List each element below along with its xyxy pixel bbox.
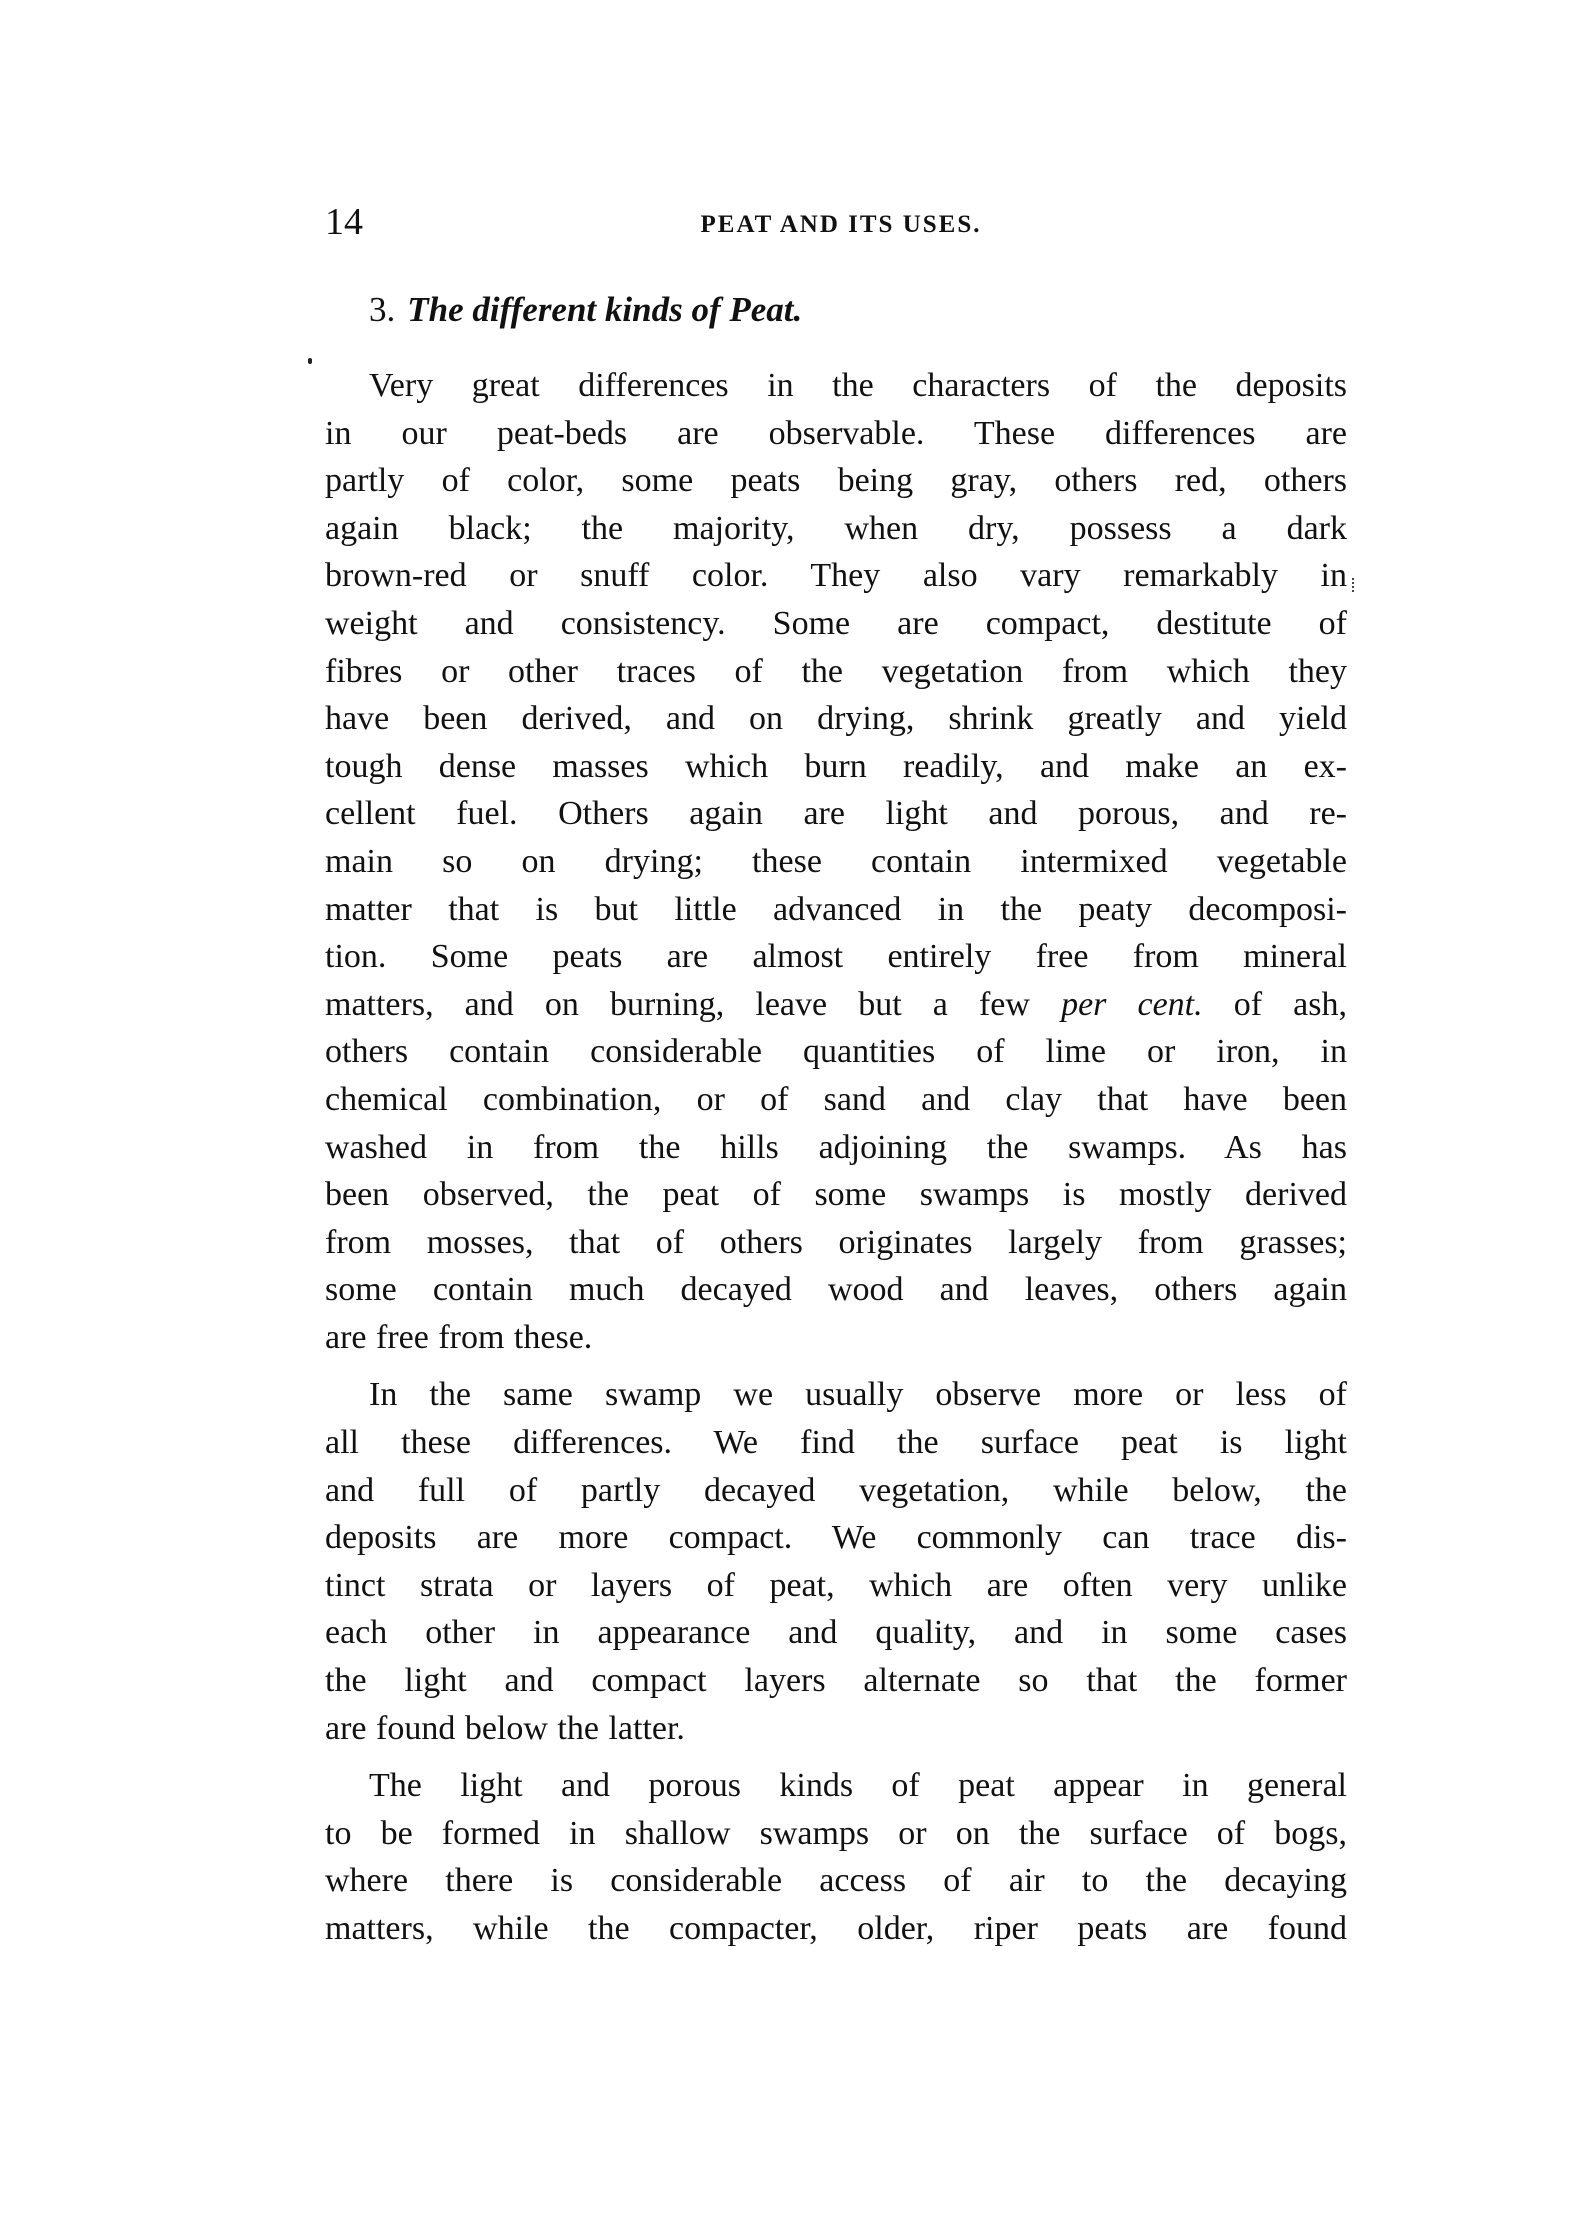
- section-title: The different kinds of Peat.: [407, 290, 803, 329]
- text-line: from mosses, that of others originates largely from grasses;: [325, 1223, 1347, 1261]
- text-line: again black; the majority, when dry, possess a dark: [325, 509, 1347, 547]
- text-line: have been derived, and on drying, shrink greatly and yield: [325, 700, 1347, 738]
- text-line: each other in appearance and quality, and in some cases: [325, 1614, 1347, 1652]
- text-line: fibres or other traces of the vegetation from which they: [325, 652, 1347, 690]
- page-number: 14: [325, 201, 363, 243]
- stray-print-mark-right: [1352, 578, 1357, 592]
- text-line: the light and compact layers alternate so that the former: [325, 1662, 1347, 1700]
- book-page: [325, 200, 1347, 1953]
- text-line: matters, while the compacter, older, riper peats are found: [325, 1910, 1347, 1947]
- text-line: The light and porous kinds of peat appear in general: [369, 1767, 1347, 1805]
- paragraph-2: [325, 1371, 1347, 1752]
- text-line: main so on drying; these contain intermixed vegetable: [325, 842, 1347, 880]
- paragraph-3: [325, 1762, 1347, 1952]
- text-line: and full of partly decayed vegetation, while below, the: [325, 1471, 1347, 1509]
- text-line: are found below the latter.: [325, 1709, 685, 1747]
- section-number: 3.: [369, 290, 396, 329]
- text-line: chemical combination, or of sand and clay that have been: [325, 1080, 1347, 1118]
- text-line: tough dense masses which burn readily, and make an ex-: [325, 747, 1347, 785]
- text-line: tion. Some peats are almost entirely free from mineral: [325, 938, 1347, 976]
- body-text: [325, 362, 1347, 1953]
- text-segment: of ash,: [1202, 985, 1347, 1023]
- text-line: others contain considerable quantities of lime or iron, in: [325, 1033, 1347, 1071]
- text-line: partly of color, some peats being gray, others red, others: [325, 462, 1347, 500]
- text-line: washed in from the hills adjoining the swamps. As has: [325, 1128, 1347, 1166]
- section-heading: [369, 288, 1347, 332]
- text-line: some contain much decayed wood and leaves, others again: [325, 1271, 1347, 1309]
- text-line: in our peat-beds are observable. These differences are: [325, 414, 1347, 452]
- text-line: tinct strata or layers of peat, which are often very unlike: [325, 1566, 1347, 1604]
- running-head: [325, 200, 1347, 250]
- text-segment: matters, and on burning, leave but a few: [325, 985, 1062, 1023]
- italic-phrase: per cent.: [1061, 985, 1203, 1023]
- text-line: In the same swamp we usually observe more or less of: [369, 1376, 1347, 1414]
- paragraph-1: [325, 362, 1347, 1361]
- text-line: Very great differences in the characters of the deposits: [369, 367, 1347, 404]
- text-line: deposits are more compact. We commonly can trace dis-: [325, 1519, 1347, 1557]
- text-line: matter that is but little advanced in the peaty decomposi-: [325, 890, 1347, 928]
- text-line: are free from these.: [325, 1318, 593, 1356]
- text-line: weight and consistency. Some are compact, destitute of: [325, 604, 1347, 642]
- text-line: cellent fuel. Others again are light and porous, and re-: [325, 795, 1347, 833]
- stray-print-mark: [308, 358, 312, 364]
- text-line: all these differences. We find the surface peat is light: [325, 1424, 1347, 1462]
- text-line: to be formed in shallow swamps or on the surface of bogs,: [325, 1814, 1347, 1852]
- text-line: brown-red or snuff color. They also vary remarkably in: [325, 557, 1347, 595]
- text-line-with-italic: [325, 981, 1347, 1029]
- text-line: where there is considerable access of air to the decaying: [325, 1862, 1347, 1900]
- text-line: been observed, the peat of some swamps is mostly derived: [325, 1176, 1347, 1214]
- running-title: PEAT AND ITS USES.: [700, 211, 982, 238]
